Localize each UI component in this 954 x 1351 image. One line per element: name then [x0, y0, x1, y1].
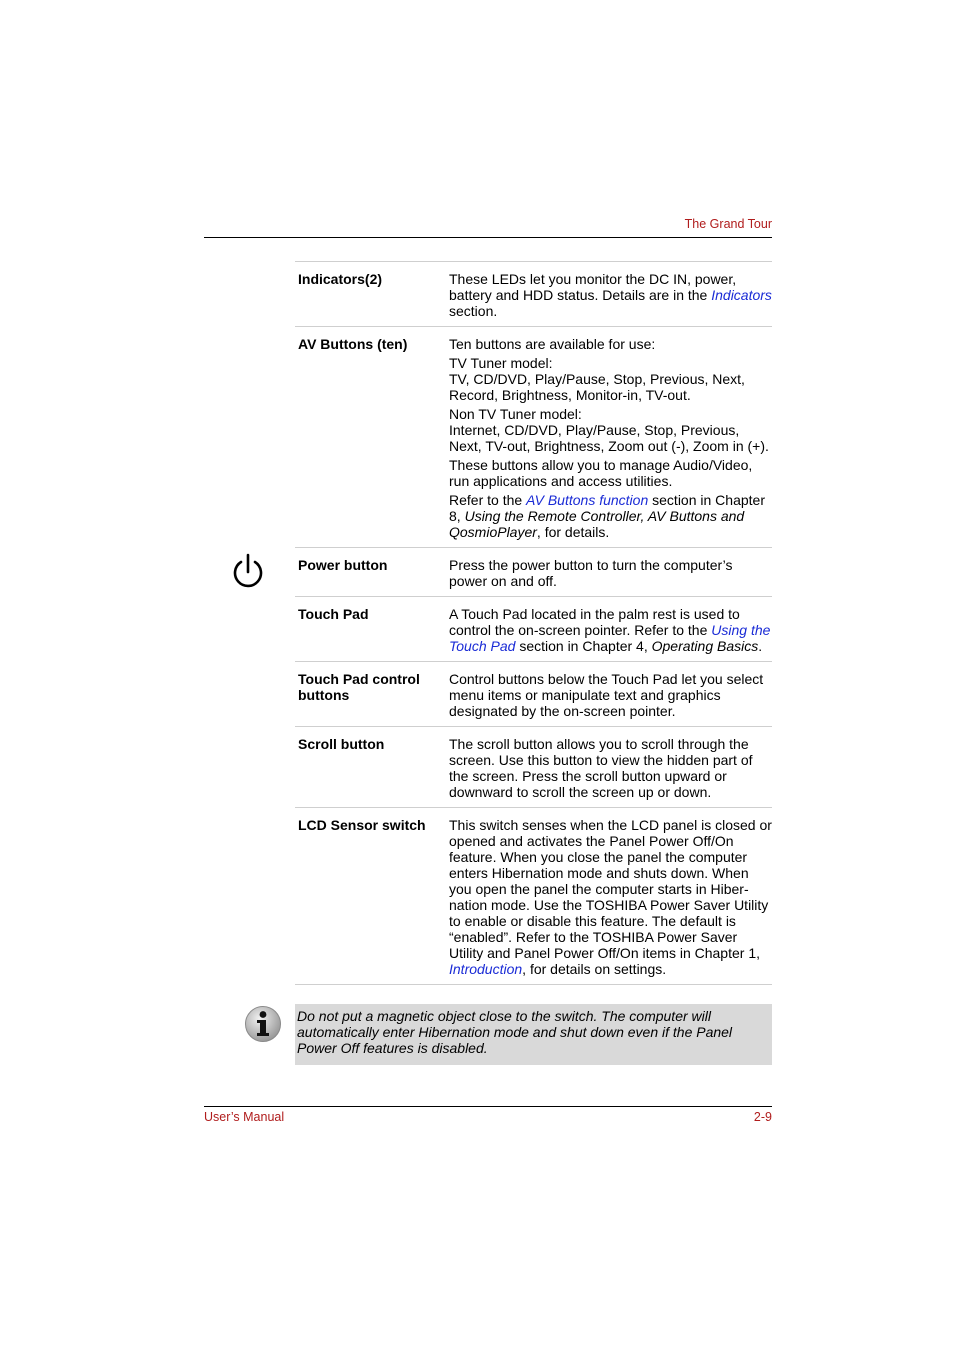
header-title: The Grand Tour: [684, 217, 772, 231]
introduction-link[interactable]: Introduction: [449, 961, 523, 977]
indicators-link[interactable]: Indicators: [711, 287, 772, 303]
desc-text: , for details.: [536, 524, 610, 540]
desc-text: , for details on settings.: [522, 961, 667, 977]
desc-text: .: [758, 638, 763, 654]
using-touch-pad-link[interactable]: Using the Touch Pad: [449, 622, 771, 654]
page-number: 2-9: [753, 1110, 772, 1124]
spec-table: [295, 261, 772, 985]
row-description: [449, 606, 772, 654]
desc-line: Internet, CD/DVD, Play/Pause, Stop, Previous, Next, TV-out, Brightness, Zoom out (-), Zoom in (+).: [449, 422, 769, 454]
desc-text: Refer to the: [449, 492, 527, 508]
desc-text: A Touch Pad located in the palm rest is used to control the on-screen pointer. Refer to the: [449, 606, 740, 638]
desc-text: section in Chapter 4,: [515, 638, 652, 654]
row-term: LCD Sensor switch: [298, 817, 426, 833]
table-row-touch-pad-control-buttons: [295, 662, 772, 727]
header-divider: [204, 237, 772, 238]
row-description: [449, 817, 772, 977]
row-term: Indicators(2): [298, 271, 383, 287]
note-box: Do not put a magnetic object close to the switch. The computer will automatically enter Hibernation mode and shut down even if the Panel Power Off features is disabled.: [295, 1004, 772, 1065]
desc-line: TV, CD/DVD, Play/Pause, Stop, Previous, Next, Record, Brightness, Monitor-in, TV-out.: [449, 371, 745, 403]
table-row-lcd-sensor-switch: [295, 808, 772, 985]
desc-paragraph: Press the power button to turn the computer’s power on and off.: [449, 557, 733, 589]
desc-line: TV Tuner model:: [449, 355, 553, 371]
desc-paragraph: Control buttons below the Touch Pad let you select menu items or manipulate text and graphics designated by the on-screen pointer.: [449, 671, 764, 719]
desc-text: These LEDs let you monitor the DC IN, power, battery and HDD status. Details are in the: [449, 271, 737, 303]
power-icon: [231, 552, 265, 592]
row-description: [449, 671, 772, 719]
info-icon: [244, 1005, 282, 1043]
chapter-title: Using the Remote Controller, AV Buttons and QosmioPlayer: [449, 508, 745, 540]
desc-text: This switch senses when the LCD panel is closed or opened and activates the Panel Power Off/On feature. When you close the panel the computer enters Hibernation mode and shuts down. When you open the panel the computer starts in Hiber-nation mode. Use the TOSHIBA Power Saver Utility to enable or disable this feature. The default is “enabled”. Refer to the TOSHIBA Power Saver Utility and Panel Power Off/On items in Chapter 1,: [449, 817, 772, 961]
desc-paragraph: Ten buttons are available for use:: [449, 336, 656, 352]
footer-manual-label: User’s Manual: [204, 1110, 285, 1124]
row-description: [449, 336, 772, 540]
row-description: [449, 736, 772, 800]
footer-divider: [204, 1106, 772, 1107]
av-buttons-function-link[interactable]: AV Buttons function: [526, 492, 649, 508]
row-term: Power button: [298, 557, 388, 573]
row-term: Scroll button: [298, 736, 385, 752]
desc-line: Non TV Tuner model:: [449, 406, 582, 422]
table-row-av-buttons: [295, 327, 772, 548]
row-description: [449, 271, 772, 319]
row-description: [449, 557, 772, 589]
row-term: Touch Pad control buttons: [298, 671, 420, 703]
table-row-touch-pad: [295, 597, 772, 662]
desc-paragraph: The scroll button allows you to scroll through the screen. Use this button to view the hidden part of the screen. Press the scroll button upward or downward to scroll the screen up or down.: [449, 736, 753, 800]
table-row-power-button: [295, 548, 772, 597]
table-row-scroll-button: [295, 727, 772, 808]
desc-text: section in Chapter 8,: [449, 492, 765, 524]
row-term: Touch Pad: [298, 606, 369, 622]
chapter-title: Operating Basics: [651, 638, 759, 654]
desc-paragraph: These buttons allow you to manage Audio/Video, run applications and access utilities.: [449, 457, 753, 489]
row-term: AV Buttons (ten): [298, 336, 408, 352]
desc-text: section.: [449, 303, 498, 319]
table-row-indicators: [295, 262, 772, 327]
